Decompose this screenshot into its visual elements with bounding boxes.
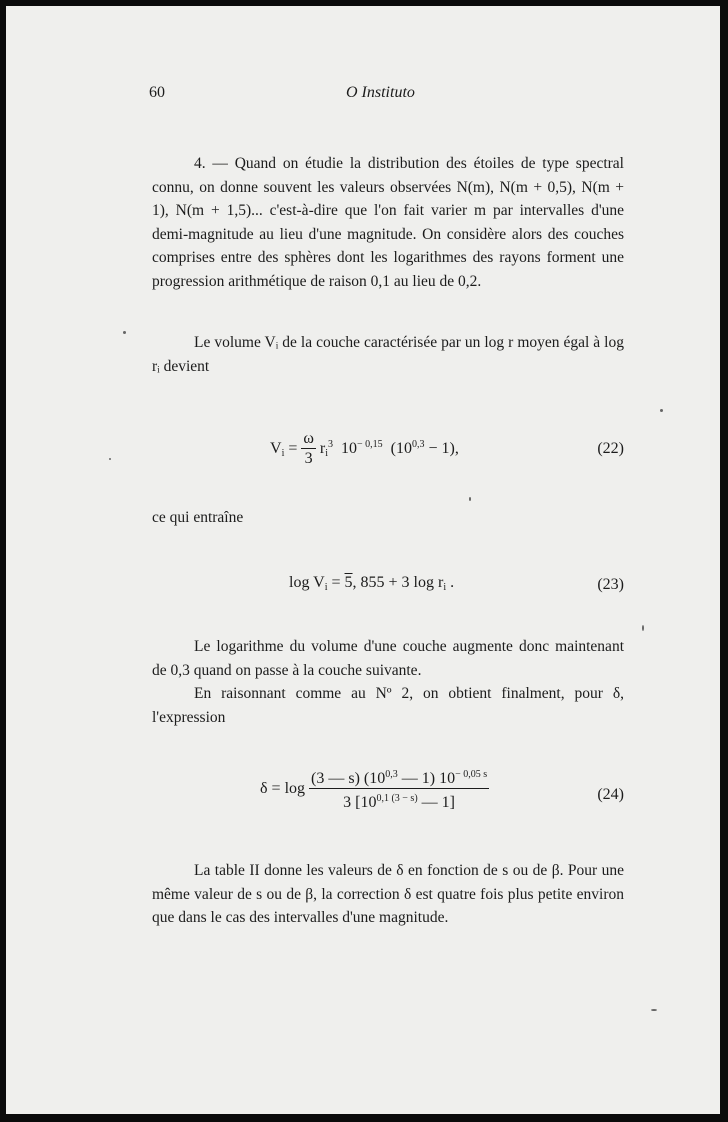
equation-23: $\log V_i = 5$, 855 + 3 $\log r_i$ . [289, 574, 455, 593]
paragraph-which-entails: ce qui entraîne [152, 509, 244, 526]
equation-number-23: (23) [597, 576, 624, 593]
paper-speck [469, 497, 471, 501]
bar-five: 5 [344, 574, 353, 591]
equation-number-24: (24) [597, 786, 624, 803]
paragraph-logarithm: Le logarithme du volume d'une couche augmente donc maintenant de 0,3 quand on passe à la couche suivante. [152, 638, 624, 679]
paragraph-reasoning: En raisonnant comme au Nº 2, on obtient finalment, pour δ, l'expression [152, 685, 624, 726]
paper-speck [660, 409, 663, 412]
page-number: 60 [149, 84, 165, 101]
paper-speck [109, 458, 111, 460]
paragraph-volume: Le volume Vᵢ de la couche caractérisée par un log r moyen égal à log rᵢ devient [152, 334, 624, 375]
equation-number-22: (22) [597, 440, 624, 457]
document-page [6, 6, 720, 1114]
paper-speck [123, 331, 126, 334]
paragraph-section-4: 4. — Quand on étudie la distribution des étoiles de type spectral connu, on donne souvent les valeurs observées N(m), N(m + 0,5), N(m + 1), N(m + 1,5)... c'est-à-dire que l'on fait varier m par intervalles d'une demi-magnitude au lieu d'une magnitude. On considère alors des couches comprises entre des sphères dont les logarithmes des rayons forment une progression arithmétique de raison 0,1 au lieu de 0,2. [152, 155, 624, 290]
paper-speck [651, 1009, 657, 1011]
equation-24: δ = log $\frac{(3 — s) (10^{0,3} — 1) 10^{- 0,05 s}}{3 [10^{0,1 (3 - s)} — 1]}$ [260, 766, 489, 813]
fraction-delta: $\frac{(3 — s) (10^{0,3} — 1) 10^{- 0,05 s}}{3 [10^{0,1 (3 - s)} — 1]}$ [309, 766, 489, 813]
equation-22: $V_i$ = $\frac{\omega}{3}$ $r_i^3$ $10^{- 0,15}$ (10$^{0,3}$ − 1), [270, 430, 459, 467]
paper-speck [642, 625, 644, 631]
fraction-omega-over-3: $\frac{\omega}{3}$ [303, 430, 314, 467]
running-title: O Instituto [346, 84, 415, 101]
paragraph-table-ii: La table II donne les valeurs de δ en fonction de s ou de β. Pour une même valeur de s ou de β, la correction δ est quatre fois plus petite environ que dans le cas des intervalles d'une magnitude. [152, 862, 624, 927]
